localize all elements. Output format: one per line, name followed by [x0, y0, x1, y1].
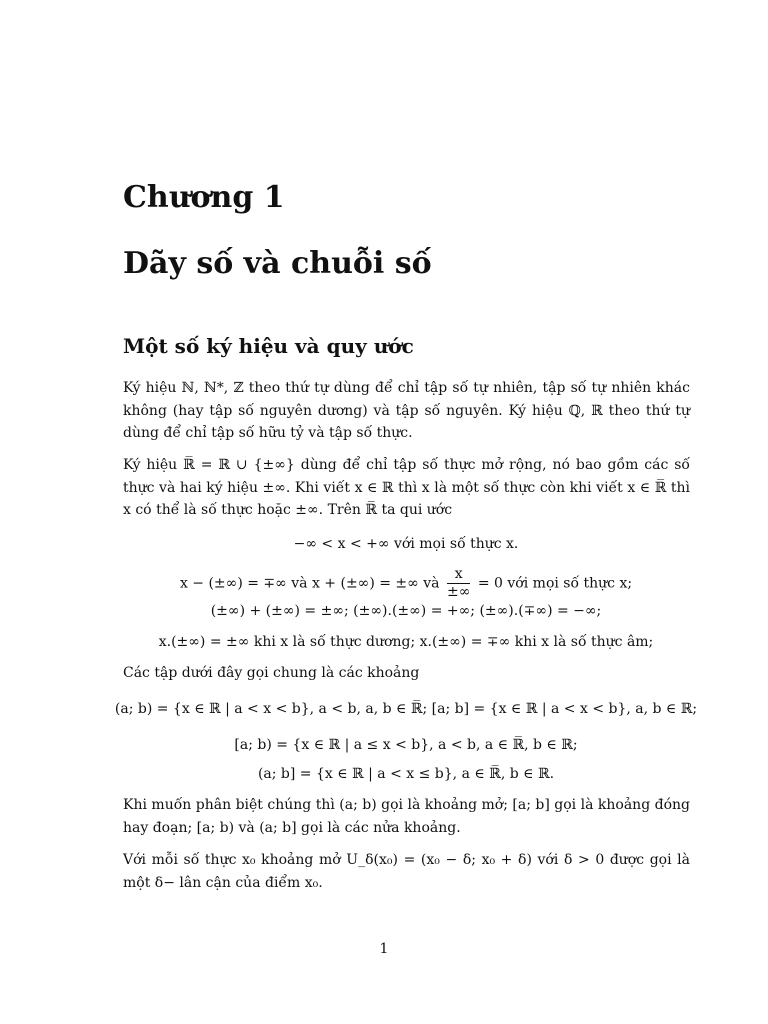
fraction [447, 566, 470, 601]
fraction-numerator: x [447, 566, 470, 584]
chapter-title: Dãy số và chuỗi số [123, 246, 432, 281]
equation-infinity-sums-products: (±∞) + (±∞) = ±∞; (±∞).(±∞) = +∞; (±∞).(∓∞) = −∞; [210, 603, 602, 619]
paragraph-notation-sets: Ký hiệu ℕ, ℕ*, ℤ theo thứ tự dùng để chỉ tập số tự nhiên, tập số tự nhiên khác không (hay tập số nguyên dương) và tập số nguyên. Ký hiệu ℚ, ℝ theo thứ tự dùng để chỉ tập số hữu tỷ và tập số thực. [123, 380, 690, 441]
equation-infinity-arithmetic [110, 566, 702, 601]
equation-half-open-interval-right: [a; b) = {x ∈ ℝ | a ≤ x < b}, a < b, a ∈ ℝ̅, b ∈ ℝ; [234, 737, 578, 753]
paragraph-extended-reals: Ký hiệu ℝ̅ = ℝ ∪ {±∞} dùng để chỉ tập số thực mở rộng, nó bao gồm các số thực và hai ký hiệu ±∞. Khi viết x ∈ ℝ thì x là một số thực còn khi viết x ∈ ℝ̅ thì x có thể là số thực hoặc ±∞. Trên ℝ̅ ta qui ước [123, 457, 690, 518]
paragraph-intervals-intro: Các tập dưới đây gọi chung là các khoảng [123, 665, 420, 681]
equation-part-right: = 0 với mọi số thực x; [477, 575, 633, 592]
chapter-label: Chương 1 [123, 180, 285, 215]
page-number: 1 [379, 941, 389, 957]
fraction-denominator: ±∞ [447, 584, 471, 600]
paragraph-interval-types: Khi muốn phân biệt chúng thì (a; b) gọi là khoảng mở; [a; b] gọi là khoảng đóng hay đoạn; [a; b) và (a; b] gọi là các nửa khoảng. [123, 797, 690, 836]
equation-sign-rules: x.(±∞) = ±∞ khi x là số thực dương; x.(±∞) = ∓∞ khi x là số thực âm; [158, 634, 654, 650]
equation-open-closed-interval: (a; b) = {x ∈ ℝ | a < x < b}, a < b, a, b ∈ ℝ̅; [a; b] = {x ∈ ℝ | a < x < b}, a, b ∈ ℝ; [114, 701, 698, 717]
equation-half-open-interval-left: (a; b] = {x ∈ ℝ | a < x ≤ b}, a ∈ ℝ̅, b ∈ ℝ. [257, 766, 555, 782]
equation-part-left: x − (±∞) = ∓∞ và x + (±∞) = ±∞ và [179, 575, 440, 592]
equation-infinity-bounds: −∞ < x < +∞ với mọi số thực x. [293, 536, 519, 552]
paragraph-neighborhood: Với mỗi số thực x₀ khoảng mở U_δ(x₀) = (x₀ − δ; x₀ + δ) với δ > 0 được gọi là một δ− lân cận của điểm x₀. [123, 852, 690, 891]
section-title: Một số ký hiệu và quy ước [123, 334, 414, 358]
